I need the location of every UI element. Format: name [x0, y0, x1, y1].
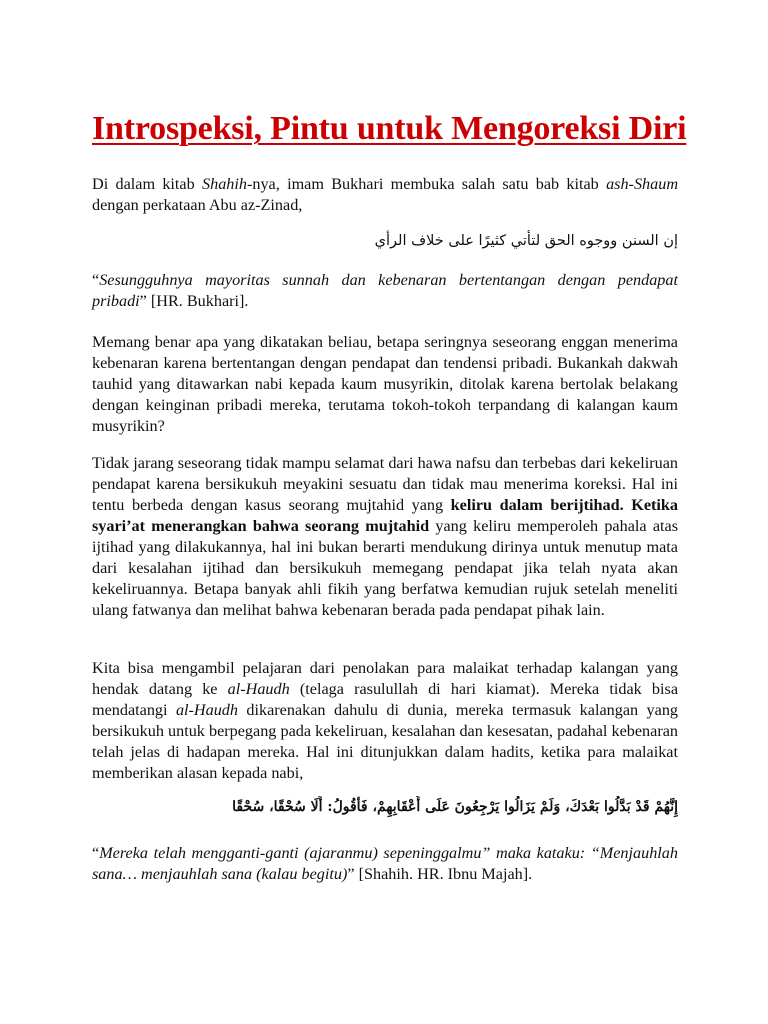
p3-text-2: yang keliru memperoleh pahala atas ijtihad yang dilakukannya, hal ini bukan berarti mendukung dirinya untuk menutup mata dari kesalahan ijtihad dan bersikukuh memegang pendapat jika telah nyata akan kekeliruannya. Betapa banyak ahli fikih yang berfatwa kemudian rujuk setelah meneliti ulang fatwanya dan melihat bahwa kebenaran berada pada pendapat pihak lain.: [92, 517, 678, 619]
quote1-close: ”: [139, 292, 151, 310]
body-paragraph-3: [92, 453, 678, 621]
intro-text-2: -nya, imam Bukhari membuka salah satu bab kitab: [246, 175, 607, 193]
translation-quote-2: [92, 843, 678, 885]
body-paragraph-2: Memang benar apa yang dikatakan beliau, betapa seringnya seseorang enggan menerima kebenaran karena bertentangan dengan pendapat dan tendensi pribadi. Bukankah dakwah tauhid yang ditawarkan nabi kepada kaum musyrikin, ditolak karena bertolak belakang dengan keinginan pribadi mereka, terutama tokoh-tokoh terpandang di kalangan kaum musyrikin?: [92, 333, 678, 435]
quote1-open: “: [92, 271, 100, 289]
p4-italic-al-haudh-1: al-Haudh: [227, 680, 290, 698]
p3-bold-text: keliru dalam berijtihad. Ketika syari’at menerangkan bahwa seorang mujtahid: [92, 496, 678, 535]
arabic-quote-2: إِنَّهُمْ قَدْ بَدَّلُوا بَعْدَكَ، وَلَمْ يَزَالُوا يَرْجِعُونَ عَلَى أَعْقَابِهِمْ، فَأَقُولُ: أَلَا سُحْقًا، سُحْقًا: [232, 799, 678, 815]
quote1-end: .: [244, 292, 249, 310]
intro-paragraph: [92, 174, 678, 216]
arabic-quote-1: إن السنن ووجوه الحق لتأتي كثيرًا على خلاف الرأي: [374, 233, 678, 249]
page-title: Introspeksi, Pintu untuk Mengoreksi Diri: [92, 110, 687, 147]
quote2-close: ”: [347, 865, 359, 883]
quote2-end: .: [528, 865, 533, 883]
p4-text-1: Kita bisa mengambil pelajaran dari penolakan para malaikat terhadap kalangan yang hendak datang ke: [92, 659, 678, 698]
quote1-text: Sesungguhnya mayoritas sunnah dan kebenaran bertentangan dengan pendapat pribadi: [92, 271, 678, 310]
intro-text-1: Di dalam kitab: [92, 175, 202, 193]
body-paragraph-4: [92, 658, 678, 784]
intro-italic-ash-shaum: ash-Shaum: [606, 175, 679, 193]
p4-text-3: dikarenakan dahulu di dunia, mereka termasuk kalangan yang bersikukuh untuk berpegang pada kekeliruan, kesalahan dan kesesatan, padahal kebenaran telah jelas di hadapan mereka. Hal ini ditunjukkan dalam hadits, ketika para malaikat memberikan alasan kepada nabi,: [92, 701, 679, 782]
quote2-reference: [Shahih. HR. Ibnu Majah]: [358, 865, 529, 883]
quote1-reference: [HR. Bukhari]: [150, 292, 245, 310]
p3-text-1: Tidak jarang seseorang tidak mampu selamat dari hawa nafsu dan terbebas dari kekeliruan pendapat karena bersikukuh meyakini sesuatu dan tidak mau menerima koreksi. Hal ini tentu berbeda dengan kasus seorang mujtahid yang: [92, 454, 678, 514]
p4-italic-al-haudh-2: al-Haudh: [175, 701, 238, 719]
quote2-open: “: [92, 844, 100, 862]
p4-text-2: (telaga rasulullah di hari kiamat). Mereka tidak bisa mendatangi: [92, 680, 678, 719]
intro-italic-shahih: Shahih: [202, 175, 247, 193]
translation-quote-1: [92, 270, 678, 312]
intro-text-3: dengan perkataan Abu az-Zinad,: [92, 196, 303, 214]
quote2-text: Mereka telah mengganti-ganti (ajaranmu) sepeninggalmu” maka kataku: “Menjauhlah sana… menjauhlah sana (kalau begitu): [92, 844, 678, 883]
